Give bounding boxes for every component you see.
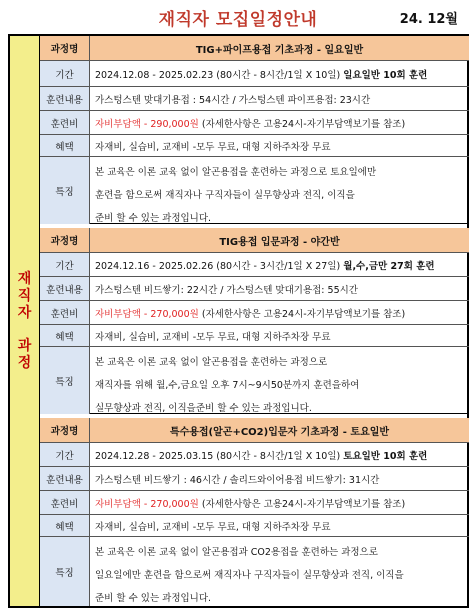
feature-line: 일요일에만 훈련을 함으로써 재직자나 구직자들이 실무향상과 전직, 이직을 (95, 570, 404, 581)
feature-label: 특징 (40, 347, 90, 414)
side-char: 재 (17, 270, 32, 287)
fee-label: 훈련비 (40, 491, 90, 514)
period-row (40, 60, 469, 86)
period-row (40, 442, 469, 466)
feature-line: 본 교육은 이론 교육 없이 알곤용접을 훈련하는 과정으로 (95, 357, 328, 368)
feature-row (40, 346, 469, 414)
feature-label: 특징 (40, 157, 90, 224)
fee-row (40, 490, 469, 514)
course-name: TIG+파이프용접 기초과정 - 일요일반 (90, 36, 469, 60)
feature-line: 준비 할 수 있는 과정입니다. (95, 593, 212, 604)
course-name-label: 과정명 (40, 418, 90, 442)
course-section-1 (40, 36, 469, 224)
course-section-3 (40, 418, 469, 606)
period-text: 2024.12.08 - 2025.02.23 (80시간 - 8시간/1일 X 10일) (95, 69, 341, 81)
feature-line: 본 교육은 이론 교육 없이 알곤용접과 CO2용접을 훈련하는 과정으로 (95, 547, 378, 558)
benefit-row (40, 514, 469, 536)
feature-line: 훈련을 함으로써 재직자나 구직자들이 실무향상과 전직, 이직을 (95, 190, 355, 201)
period-highlight: 토요일반 10회 훈련 (343, 450, 428, 462)
content-label: 훈련내용 (40, 467, 90, 490)
feature-text (90, 537, 469, 606)
content-row (40, 276, 469, 300)
period-label: 기간 (40, 253, 90, 276)
header (0, 0, 476, 32)
feature-text (90, 347, 469, 414)
side-char: 과 (17, 337, 32, 354)
side-char: 자 (17, 304, 32, 321)
course-name-row (40, 36, 469, 60)
period-highlight: 일요일반 10회 훈련 (343, 69, 428, 81)
content-label: 훈련내용 (40, 87, 90, 110)
self-pay-amount: 자비부담액 - 270,000원 (95, 498, 199, 510)
course-name: 특수용접(알곤+CO2)입문자 기초과정 - 토요일반 (90, 418, 469, 442)
side-char: 정 (17, 354, 32, 371)
period-text: 2024.12.16 - 2025.02.26 (80시간 - 3시간/1일 X 27일) (95, 260, 341, 272)
side-category-label (10, 36, 40, 606)
benefit-label: 혜택 (40, 325, 90, 346)
fee-label: 훈련비 (40, 301, 90, 324)
benefit-text: 자재비, 실습비, 교재비 -모두 무료, 대형 지하주차장 무료 (95, 521, 331, 533)
side-char: 직 (17, 287, 32, 304)
training-content: 가스텅스텐 비드쌓기 : 46시간 / 솔리드와이어용접 비드쌓기: 31시간 (95, 474, 380, 486)
feature-row (40, 536, 469, 606)
training-content: 가스텅스텐 맞대기용접 : 54시간 / 가스텅스텐 파이프용접: 23시간 (95, 94, 371, 106)
self-pay-amount: 자비부담액 - 270,000원 (95, 308, 199, 320)
content-label: 훈련내용 (40, 277, 90, 300)
content-row (40, 466, 469, 490)
period-text: 2024.12.28 - 2025.03.15 (80시간 - 8시간/1일 X 10일) (95, 450, 341, 462)
feature-line: 준비 할 수 있는 과정입니다. (95, 213, 212, 224)
period-highlight: 월,수,금만 27회 훈련 (343, 260, 435, 272)
feature-label: 특징 (40, 537, 90, 606)
benefit-label: 혜택 (40, 515, 90, 536)
course-section-2 (40, 228, 469, 414)
feature-line: 재직자를 위해 월,수,금요일 오후 7시~9시50분까지 훈련을하여 (95, 380, 360, 391)
course-name: TIG용접 입문과정 - 야간반 (90, 228, 469, 252)
course-name-row (40, 228, 469, 252)
period-label: 기간 (40, 443, 90, 466)
course-name-row (40, 418, 469, 442)
training-content: 가스텅스텐 비드쌓기: 22시간 / 가스텅스텐 맞대기용접: 55시간 (95, 284, 358, 296)
feature-line: 실무향상과 전직, 이직을준비 할 수 있는 과정입니다. (95, 403, 312, 414)
period-row (40, 252, 469, 276)
page-title: 재직자 모집일정안내 (158, 10, 318, 30)
feature-line: 본 교육은 이론 교육 없이 알곤용접을 훈련하는 과정으로 토요일에만 (95, 167, 377, 178)
fee-note: (자세한사항은 고용24시-자기부담액보기를 참조) (201, 498, 406, 510)
benefit-text: 자재비, 실습비, 교재비 -모두 무료, 대형 지하주차장 무료 (95, 331, 331, 343)
benefit-label: 혜택 (40, 135, 90, 156)
fee-label: 훈련비 (40, 111, 90, 134)
course-name-label: 과정명 (40, 228, 90, 252)
period-label: 기간 (40, 61, 90, 86)
feature-text (90, 157, 469, 224)
benefit-text: 자재비, 실습비, 교재비 -모두 무료, 대형 지하주차장 무료 (95, 141, 331, 153)
fee-note: (자세한사항은 고용24시-자기부담액보기를 참조) (201, 118, 406, 130)
content-row (40, 86, 469, 110)
benefit-row (40, 134, 469, 156)
fee-note: (자세한사항은 고용24시-자기부담액보기를 참조) (201, 308, 406, 320)
self-pay-amount: 자비부담액 - 290,000원 (95, 118, 199, 130)
fee-row (40, 110, 469, 134)
schedule-table (8, 34, 469, 608)
benefit-row (40, 324, 469, 346)
course-name-label: 과정명 (40, 36, 90, 60)
schedule-date: 24. 12월 (399, 12, 458, 27)
feature-row (40, 156, 469, 224)
fee-row (40, 300, 469, 324)
